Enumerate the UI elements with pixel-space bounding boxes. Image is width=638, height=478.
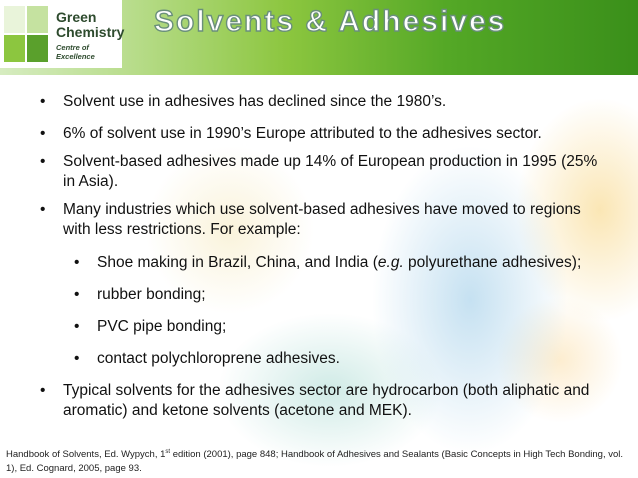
bullet-item: • 6% of solvent use in 1990’s Europe attributed to the adhesives sector. bbox=[0, 124, 638, 144]
logo-squares-icon bbox=[4, 6, 48, 62]
bullet-item: • Typical solvents for the adhesives sector are hydrocarbon (both aliphatic and aromatic) and ketone solvents (acetone and MEK). bbox=[0, 381, 638, 421]
sub-bullet-item: • PVC pipe bonding; bbox=[0, 317, 638, 337]
references-footer bbox=[6, 445, 632, 476]
reference-superscript: st bbox=[165, 449, 171, 455]
bullet-list bbox=[0, 92, 638, 429]
bullet-item: • Solvent use in adhesives has declined since the 1980’s. bbox=[0, 92, 638, 112]
logo-line-2: Chemistry bbox=[56, 24, 125, 40]
sub-bullet-text-b: polyurethane adhesives); bbox=[403, 254, 582, 271]
bullet-item: • Many industries which use solvent-based adhesives have moved to regions with less restrictions. For example: bbox=[0, 200, 638, 240]
logo-tagline: Centre of Excellence bbox=[56, 43, 95, 61]
slide-title: Solvents & Adhesives bbox=[154, 5, 507, 38]
reference-text-b: edition (2001), page 848; Handbook of Adhesives and Sealants (Basic Concepts in High Tech Bonding, vol. 1), Ed. Cognard, 2005, page 93. bbox=[6, 449, 624, 474]
reference-text-a: Handbook of Solvents, Ed. Wypych, 1 bbox=[6, 449, 166, 460]
logo-line-1: Green bbox=[56, 9, 97, 25]
sub-bullet-item: • rubber bonding; bbox=[0, 285, 638, 305]
sub-bullet-item: • contact polychloroprene adhesives. bbox=[0, 349, 638, 369]
logo-wordmark bbox=[56, 10, 124, 40]
header-banner bbox=[0, 0, 638, 75]
sub-bullet-text-a: Shoe making in Brazil, China, and India ( bbox=[97, 254, 378, 271]
sub-bullet-emphasis: e.g. bbox=[377, 254, 404, 271]
sub-bullet-item bbox=[0, 253, 638, 273]
bullet-item: • Solvent-based adhesives made up 14% of European production in 1995 (25% in Asia). bbox=[0, 152, 638, 192]
logo bbox=[0, 0, 125, 68]
